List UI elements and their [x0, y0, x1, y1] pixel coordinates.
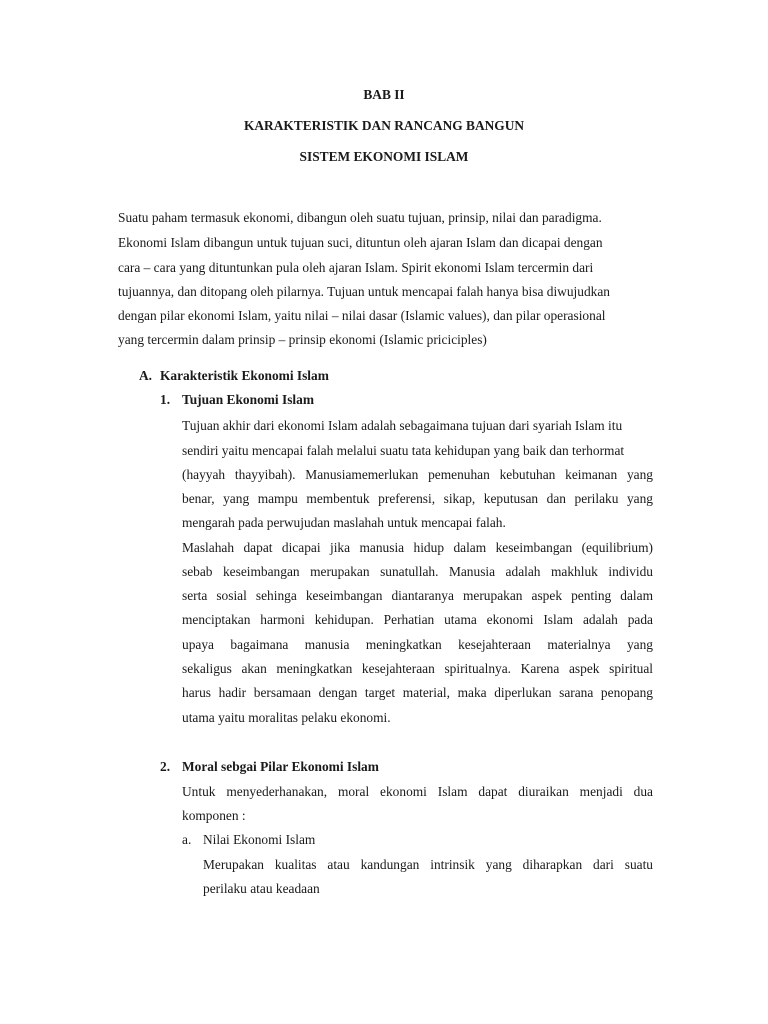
subsection-1-marker: 1.	[160, 392, 171, 407]
body-line: sendiri yaitu mencapai falah melalui suatu tata kehidupan yang baik dan terhormat	[182, 443, 625, 458]
intro-line: Suatu paham termasuk ekonomi, dibangun oleh suatu tujuan, prinsip, nilai dan paradigma.	[118, 210, 602, 225]
body-line: Maslahah dapat dicapai jika manusia hidup dalam keseimbangan (equilibrium)	[182, 540, 653, 555]
intro-line: yang tercermin dalam prinsip – prinsip ekonomi (Islamic priciciples)	[118, 332, 487, 347]
item-a-marker: a.	[182, 832, 192, 847]
chapter-heading: BAB II	[363, 87, 405, 102]
body-line: sekaligus akan meningkatkan kesejahteraan spiritualnya. Karena aspek spiritual	[182, 661, 653, 676]
body-line: (hayyah thayyibah). Manusiamemerlukan pemenuhan kebutuhan keimanan yang	[182, 467, 653, 482]
intro-line: Ekonomi Islam dibangun untuk tujuan suci, dituntun oleh ajaran Islam dan dicapai dengan	[118, 235, 603, 250]
body-line: Tujuan akhir dari ekonomi Islam adalah sebagaimana tujuan dari syariah Islam itu	[182, 418, 623, 433]
body-line: utama yaitu moralitas pelaku ekonomi.	[182, 710, 391, 725]
body-line: benar, yang mampu membentuk preferensi, sikap, keputusan dan perilaku yang	[182, 491, 653, 506]
body-line: Untuk menyederhanakan, moral ekonomi Islam dapat diuraikan menjadi dua	[182, 784, 653, 799]
intro-line: cara – cara yang dituntunkan pula oleh ajaran Islam. Spirit ekonomi Islam tercermin dari	[118, 260, 594, 275]
chapter-title-line-1: KARAKTERISTIK DAN RANCANG BANGUN	[243, 118, 525, 133]
body-line: sebab keseimbangan merupakan sunatullah. Manusia adalah makhluk individu	[182, 564, 653, 579]
subsection-2-title: Moral sebgai Pilar Ekonomi Islam	[182, 759, 379, 774]
body-line: harus hadir bersamaan dengan target material, maka diperlukan sarana penopang	[182, 685, 653, 700]
intro-line: dengan pilar ekonomi Islam, yaitu nilai – nilai dasar (Islamic values), dan pilar operasional	[118, 308, 606, 323]
section-a-title: Karakteristik Ekonomi Islam	[160, 368, 329, 383]
item-a-title: Nilai Ekonomi Islam	[203, 832, 316, 847]
subsection-1-title: Tujuan Ekonomi Islam	[182, 392, 314, 407]
chapter-title-line-2: SISTEM EKONOMI ISLAM	[299, 149, 469, 164]
section-a-marker: A.	[139, 368, 153, 383]
body-line: upaya bagaimana manusia meningkatkan kesejahteraan materialnya yang	[182, 637, 653, 652]
body-line: Merupakan kualitas atau kandungan intrinsik yang diharapkan dari suatu	[203, 857, 653, 872]
subsection-2-marker: 2.	[160, 759, 171, 774]
body-line: perilaku atau keadaan	[203, 881, 320, 896]
body-line: mengarah pada perwujudan maslahah untuk mencapai falah.	[182, 515, 506, 530]
body-line: menciptakan harmoni kehidupan. Perhatian utama ekonomi Islam adalah pada	[182, 612, 653, 627]
body-line: serta sosial sehinga keseimbangan diantaranya merupakan aspek penting dalam	[182, 588, 653, 603]
body-line: komponen :	[182, 808, 246, 823]
intro-line: tujuannya, dan ditopang oleh pilarnya. Tujuan untuk mencapai falah hanya bisa diwujudkan	[118, 284, 610, 299]
